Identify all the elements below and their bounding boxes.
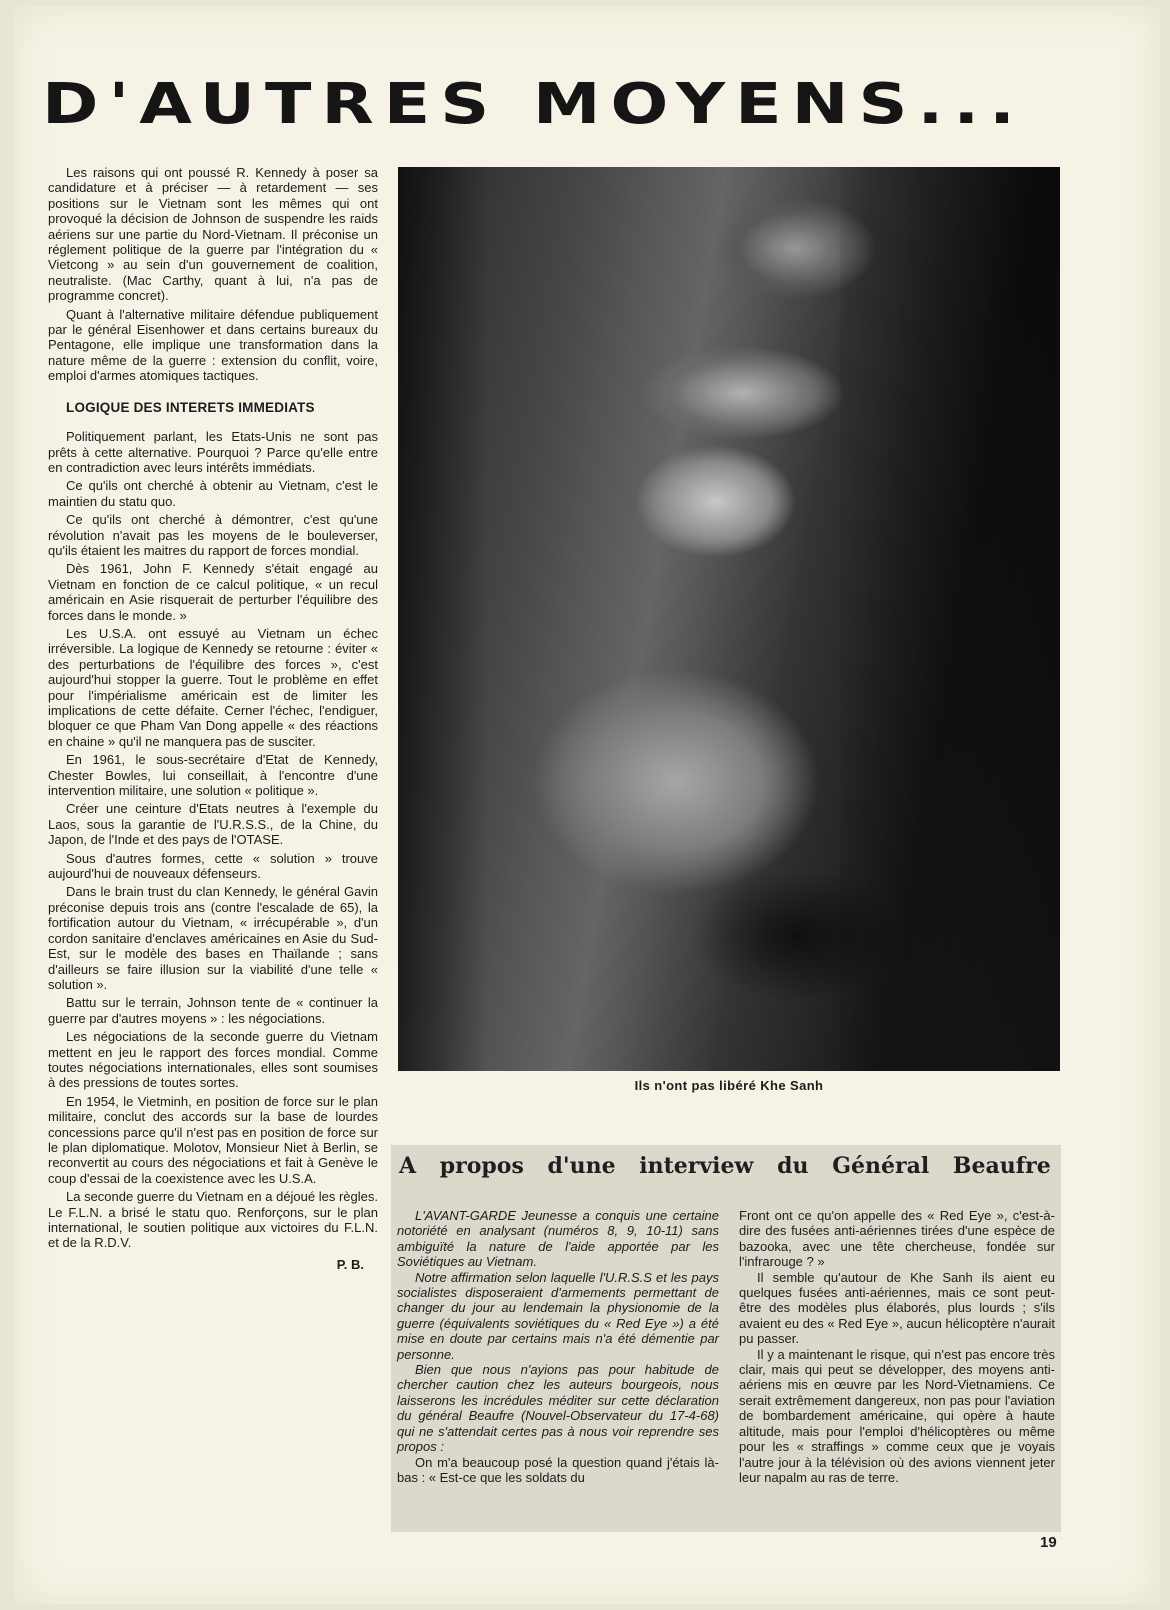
page-number: 19	[1040, 1534, 1057, 1551]
trench-photo	[398, 167, 1060, 1071]
article-paragraph: Les négociations de la seconde guerre du Vietnam mettent en jeu le rapport des forces mondial. Comme toutes négociations internationales, elles sont soumises à des pressions de toutes sortes.	[48, 1029, 378, 1091]
interview-left-column	[397, 1208, 719, 1485]
article-left-column	[48, 165, 378, 1275]
article-paragraph: Sous d'autres formes, cette « solution » trouve aujourd'hui de nouveaux défenseurs.	[48, 850, 378, 882]
interview-paragraph: On m'a beaucoup posé la question quand j'étais là-bas : « Est-ce que les soldats du	[397, 1454, 719, 1485]
headline: D'AUTRES MOYENS...	[42, 72, 1025, 137]
title-word: du	[777, 1153, 809, 1179]
interview-paragraph: Front ont ce qu'on appelle des « Red Eye », c'est-à-dire des fusées anti-aériennes tirées d'une espèce de bazooka, avec une tête chercheuse, fondée sur l'infrarouge ? »	[739, 1208, 1055, 1270]
section-subhead: LOGIQUE DES INTERETS IMMEDIATS	[66, 399, 315, 415]
article-paragraph: Politiquement parlant, les Etats-Unis ne sont pas prêts à cette alternative. Pourquoi ? Parce qu'elle entre en contradiction avec leurs intérêts immédiats.	[48, 429, 378, 475]
article-paragraph: En 1961, le sous-secrétaire d'Etat de Kennedy, Chester Bowles, lui conseillait, à l'encontre d'une intervention militaire, une solution « politique ».	[48, 752, 378, 799]
article-paragraph: En 1954, le Vietminh, en position de force sur le plan militaire, conclut des accords sur la base de lourdes concessions parce qu'il n'est pas en position de force sur le plan diplomatique. Molotov, Monsieur Niet à Berlin, se reconvertit au cours des négociations et fait à Genève le coup d'essai de la coexistence avec les U.S.A.	[48, 1093, 378, 1186]
article-paragraph: Dans le brain trust du clan Kennedy, le général Gavin préconise depuis trois ans (contre l'escalade de 65), la fortification autour du Vietnam, « irrécupérable », d'un cordon sanitaire d'enclaves américaines en Asie du Sud-Est, sur le modèle des bases en Thaïlande ; sans d'ailleurs se faire illusion sur la viabilité d'une telle « solution ».	[48, 884, 378, 992]
photo-shadow-right	[840, 167, 1060, 1071]
article-paragraph: Quant à l'alternative militaire défendue publiquement par le général Eisenhower et dans certains bureaux du Pentagone, elle implique une transformation dans la nature même de la guerre : extension du conflit, voire, emploi d'armes atomiques tactiques.	[48, 306, 378, 384]
interview-box	[391, 1145, 1061, 1532]
article-paragraph: Dès 1961, John F. Kennedy s'était engagé au Vietnam en fonction de ce calcul politique, « un recul américain en Asie risquerait de perturber l'équilibre des forces dans le monde. »	[48, 561, 378, 623]
interview-paragraph: L'AVANT-GARDE Jeunesse a conquis une certaine notoriété en analysant (numéros 8, 9, 10-11) sans ambiguïté la nature de l'aide apportée par les Soviétiques au Vietnam.	[397, 1208, 719, 1270]
title-word: interview	[639, 1153, 754, 1179]
interview-box-title	[399, 1153, 1051, 1179]
interview-right-column	[739, 1208, 1055, 1485]
interview-paragraph: Il y a maintenant le risque, qui n'est pas encore très clair, mais qui peut se développer, des moyens anti-aériens mis en œuvre par les Nord-Vietnamiens. Ce serait extrêmement dangereux, non pas pour l'aviation de bombardement américaine, qui opère à haute altitude, mais pour l'emploi d'hélicoptères ou même pour les « straffings » comme ceux que je voyais l'autre jour à la télévision où des avions viennent jeter leur napalm au ras de terre.	[739, 1346, 1055, 1485]
photo-shadow-left	[398, 167, 488, 1071]
interview-paragraph: Bien que nous n'ayions pas pour habitude de chercher caution chez les auteurs bourgeois, nous laisserons les incrédules méditer sur cette déclaration du général Beaufre (Nouvel-Observateur du 17-4-68) qui ne s'attendait certes pas à nous voir reprendre ses propos :	[397, 1362, 719, 1455]
article-paragraph: Ce qu'ils ont cherché à démontrer, c'est qu'une révolution n'avait pas les moyens de le bouleverser, qu'ils étaient les maitres du rapport de forces mondial.	[48, 512, 378, 558]
interview-paragraph: Il semble qu'autour de Khe Sanh ils aient eu quelques fusées anti-aériennes, mais ce sont peut-être des modèles plus élaborés, plus lourds ; s'ils avaient eu des « Red Eye », aucun hélicoptère n'aurait pu passer.	[739, 1269, 1055, 1347]
article-paragraph: Ce qu'ils ont cherché à obtenir au Vietnam, c'est le maintien du statu quo.	[48, 478, 378, 509]
article-paragraph: La seconde guerre du Vietnam en a déjoué les règles. Le F.L.N. a brisé le statu quo. Renforçons, sur le plan international, le soutien politique aux victoires du F.L.N. et de la R.D.V.	[48, 1189, 378, 1251]
article-paragraph: Battu sur le terrain, Johnson tente de « continuer la guerre par d'autres moyens » : les négociations.	[48, 995, 378, 1026]
interview-paragraph: Notre affirmation selon laquelle l'U.R.S.S et les pays socialistes disposeraient d'armements permettant de changer du jour au lendemain la physionomie de la guerre (équivalents soviétiques du « Red Eye ») a été mise en doute par certains mais n'a été démentie par personne.	[397, 1269, 719, 1362]
title-word: Général	[832, 1153, 930, 1179]
article-paragraph: Créer une ceinture d'Etats neutres à l'exemple du Laos, sous la garantie de l'U.R.S.S., de la Chine, du Japon, de l'Inde et des pays de l'OTASE.	[48, 801, 378, 848]
title-word: Beaufre	[952, 1153, 1051, 1179]
title-word: propos	[439, 1153, 524, 1179]
title-word: d'une	[547, 1153, 616, 1179]
author-signature: P. B.	[336, 1256, 364, 1272]
photo-caption: Ils n'ont pas libéré Khe Sanh	[634, 1078, 824, 1093]
article-paragraph: Les raisons qui ont poussé R. Kennedy à poser sa candidature et à préciser — à retardement — ses positions sur le Vietnam sont les mêmes qui ont provoqué la décision de Johnson de suspendre les raids aériens sur une partie du Nord-Vietnam. Il préconise un réglement politique de la guerre par l'intégration du « Vietcong » au sein d'un gouvernement de coalition, neutraliste. (Mac Carthy, quant à lui, n'a pas de programme concret).	[48, 165, 378, 304]
article-paragraph: Les U.S.A. ont essuyé au Vietnam un échec irréversible. La logique de Kennedy se retourne : éviter « des perturbations de l'équilibre des forces », c'est aujourd'hui stopper la guerre. Tout le problème en effet pour l'impérialisme américain est de limiter les implications de cette défaite. Cerner l'échec, l'endiguer, bloquer ce que Pham Van Dong appelle « des réactions en chaine » qu'il ne manquera pas de susciter.	[48, 625, 378, 749]
title-word: A	[399, 1153, 417, 1179]
